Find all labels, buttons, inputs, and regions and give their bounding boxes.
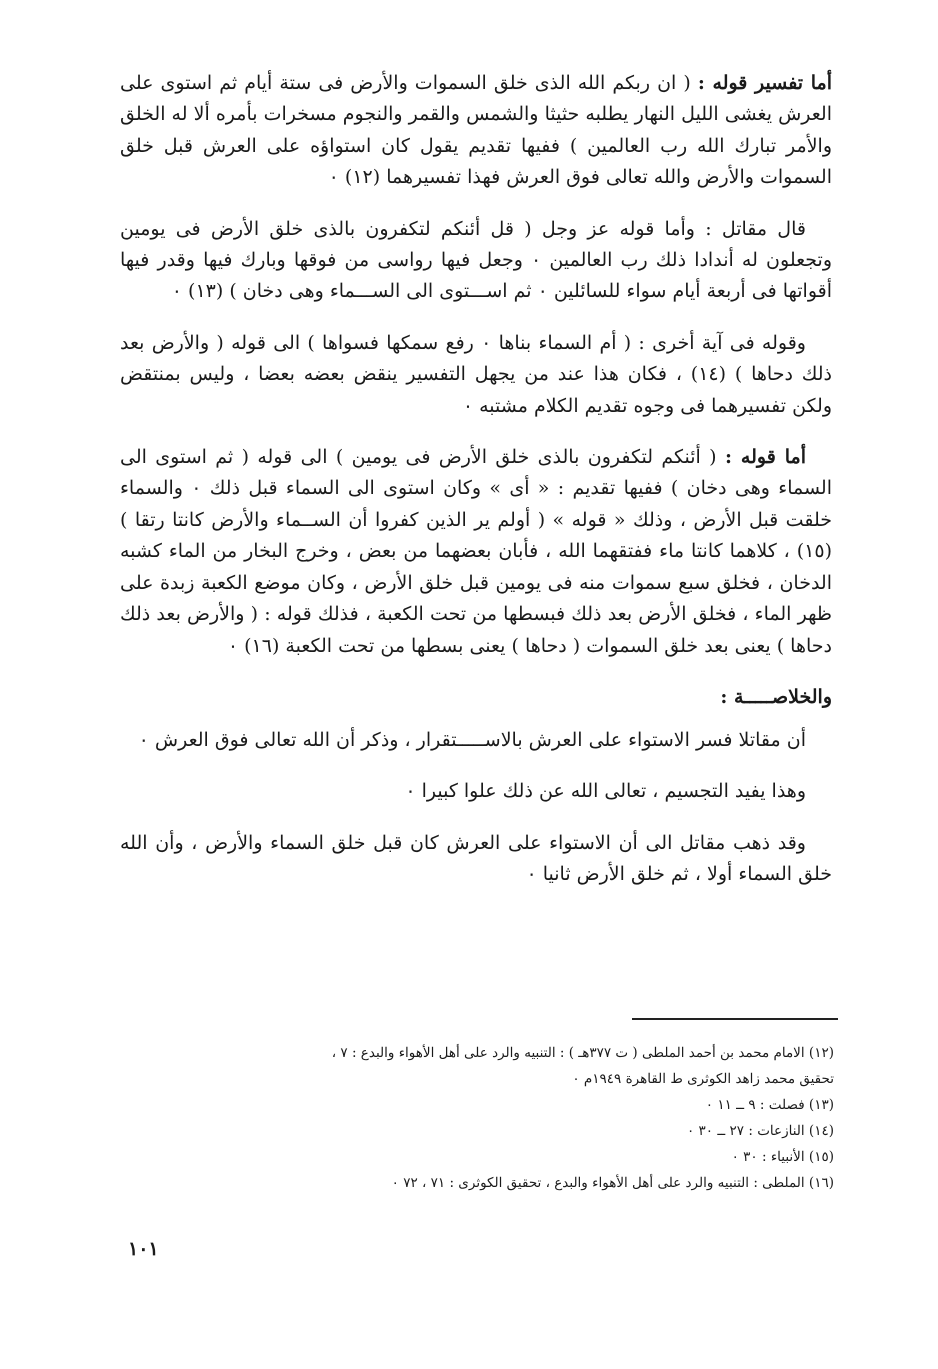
summary-paragraph-3: وقد ذهب مقاتل الى أن الاستواء على العرش كان قبل خلق السماء والأرض ، وأن الله خلق السماء أولا ، ثم خلق الأرض ثانيا ٠ [120, 831, 832, 886]
footnote-13: (١٣) فصلت : ٩ ــ ١١ ٠ [705, 1097, 834, 1113]
footnote-14: (١٤) النازعات : ٢٧ ــ ٣٠ ٠ [686, 1123, 834, 1139]
footnote-15: (١٥) الأنبياء : ٣٠ ٠ [731, 1149, 834, 1165]
paragraph-4-text: ( أئنكم لتكفرون بالذى خلق الأرض فى يومين ) الى قوله ( ثم استوى الى السماء وهى دخان ) ففيها تقديم : « أى » وكان استوى الى السماء قبل ذلك ٠ والسماء خلقت قبل الأرض ، وذلك « قوله » ( أولم ير الذين كفروا أن الســماء والأرض كانتا رتقا ) (١٥) ، كلاهما كانتا ماء ففتقهما الله ، فأبان بعضهما من بعض ، وخرج البخار من الماء كشبه الدخان ، فخلق سبع سموات منه فى يومين قبل خلق الأرض ، وكان موضع الكعبة زبدة على ظهر الماء ، فخلق الأرض بعد ذلك فبسطها من تحت الكعبة ، فذلك قوله : ( والأرض بعد ذلك دحاها ) يعنى بعد خلق السموات ( دحاها ) يعنى بسطها من تحت الكعبة (١٦) ٠ [120, 446, 832, 657]
footnote-separator [632, 1018, 838, 1020]
paragraph-4-lead: أما قوله : [724, 446, 806, 469]
summary-heading: والخلاصـــــة : [720, 685, 832, 708]
footnote-16: (١٦) الملطى : التنبيه والرد على أهل الأهواء والبدع ، تحقيق الكوثرى : ٧١ ، ٧٢ ٠ [391, 1175, 834, 1191]
summary-paragraph-2: وهذا يفيد التجسيم ، تعالى الله عن ذلك علوا كبيرا ٠ [405, 780, 806, 803]
paragraph-1 [120, 68, 832, 194]
page-number: ١٠١ [128, 1238, 159, 1260]
footnotes [122, 1040, 834, 1196]
footnote-12-continuation: تحقيق محمد زاهد الكوثرى ط القاهرة ١٩٤٩م ٠ [572, 1071, 834, 1087]
page-body [120, 68, 832, 911]
paragraph-4 [120, 442, 832, 662]
paragraph-3: وقوله فى آية أخرى : ( أم السماء بناها ٠ رفع سمكها فسواها ) الى قوله ( والأرض بعد ذلك دحاها ) (١٤) ، فكان هذا عند من يجهل التفسير ينقض بعضه بعضا ، وليس بمنتقض ولكن تفسيرهما فى وجوه تقديم الكلام مشتبه ٠ [120, 331, 832, 417]
paragraph-1-text: ( ان ربكم الله الذى خلق السموات والأرض فى ستة أيام ثم استوى على العرش يغشى الليل النهار يطلبه حثيثا والشمس والقمر والنجوم مسخرات بأمره ألا له الخلق والأمر تبارك الله رب العالمين ) ففيها تقديم يقول كان استواؤه على العرش قبل خلق السموات والأرض والله تعالى فوق العرش فهذا تفسيرهما (١٢) ٠ [120, 72, 832, 189]
footnote-12: (١٢) الامام محمد بن أحمد الملطى ( ت ٣٧٧هـ ) : التنبيه والرد على أهل الأهواء والبدع : ٧ ، [331, 1045, 834, 1061]
summary-paragraph-1: أن مقاتلا فسر الاستواء على العرش بالاســـــتقرار ، وذكر أن الله تعالى فوق العرش ٠ [138, 728, 806, 751]
paragraph-1-lead: أما تفسير قوله : [697, 72, 832, 94]
paragraph-2: قال مقاتل : وأما قوله عز وجل ( قل أئنكم لتكفرون بالذى خلق الأرض فى يومين وتجعلون له أندادا ذلك رب العالمين ٠ وجعل فيها رواسى من فوقها وبارك فيها وقدر فيها أقواتها فى أربعة أيام سواء للسائلين ٠ ثم اســـتوى الى الســـماء وهى دخان ) (١٣) ٠ [120, 217, 832, 303]
